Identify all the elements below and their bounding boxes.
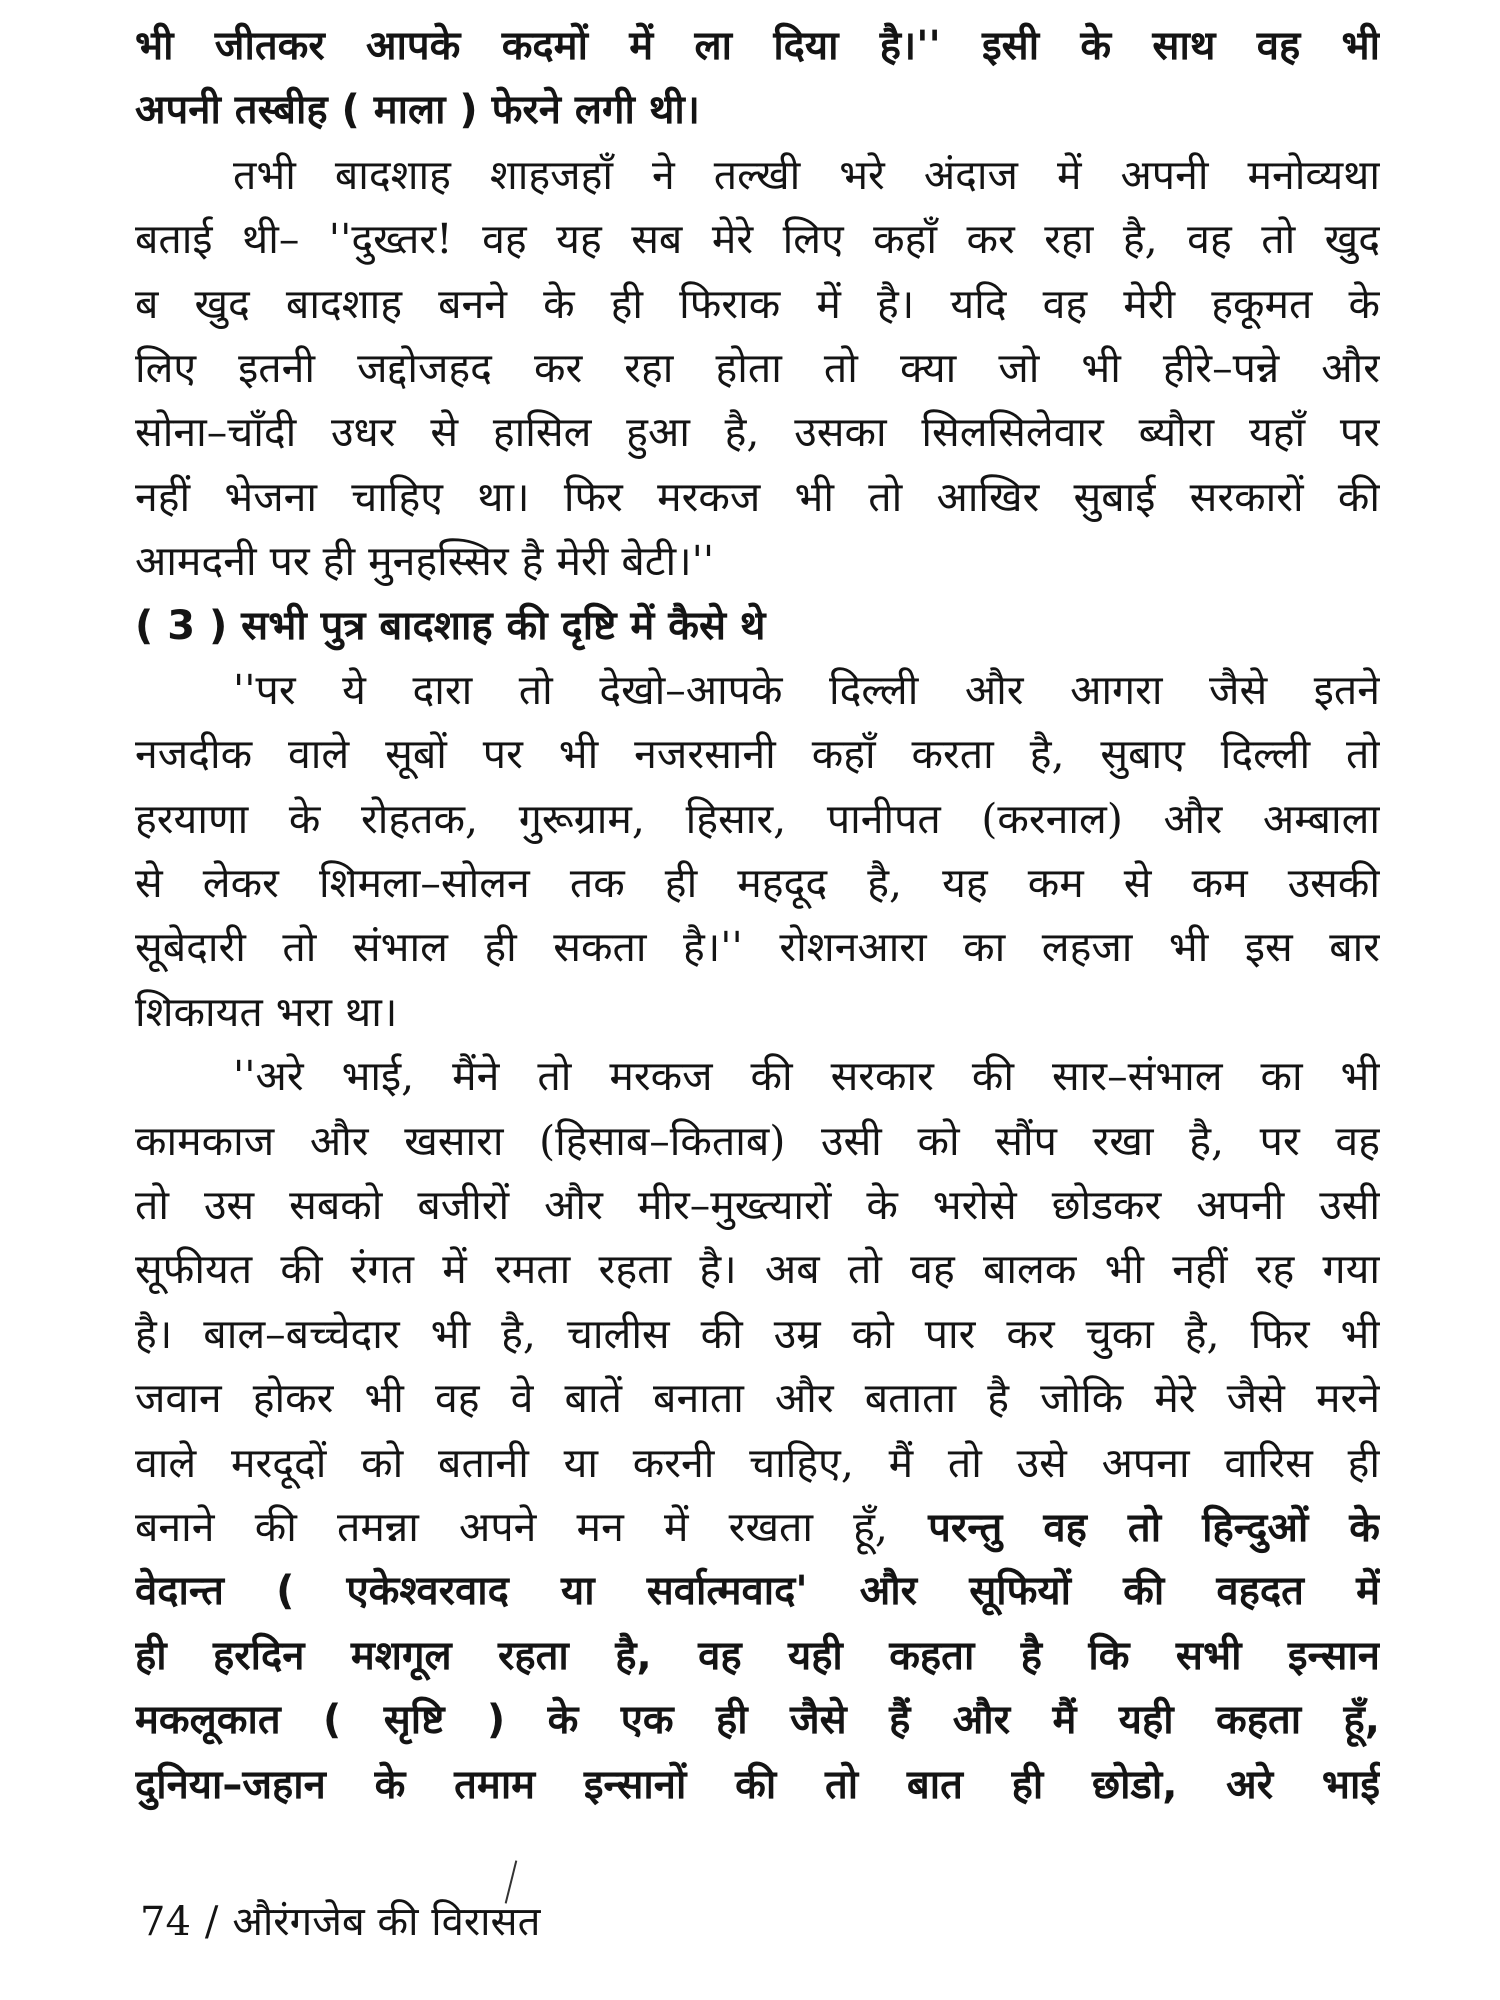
text-line-17: ''अरे भाई, मैंने तो मरकज की सरकार की सार–संभाल का भी — [233, 1052, 1380, 1101]
text-line-6: लिए इतनी जद्दोजहद कर रहा होता तो क्या जो भी हीरे–पन्ने और — [135, 343, 1380, 392]
text-line-19: तो उस सबको बजीरों और मीर–मुख्त्यारों के भरोसे छोडकर अपनी उसी — [135, 1181, 1380, 1230]
text-line-22: जवान होकर भी वह वे बातें बनाता और बताता है जोकि मेरे जैसे मरने — [135, 1374, 1380, 1423]
text-line-7: सोना–चाँदी उधर से हासिल हुआ है, उसका सिलसिलेवार ब्यौरा यहाँ पर — [135, 408, 1380, 457]
text-line-2: अपनी तस्बीह ( माला ) फेरने लगी थी। — [135, 87, 700, 134]
text-line-13: हरयाणा के रोहतक, गुरूग्राम, हिसार, पानीपत (करनाल) और अम्बाला — [135, 794, 1380, 843]
book-page — [135, 14, 1380, 1817]
footer-separator: / — [204, 1899, 219, 1945]
text-line-21: है। बाल–बच्चेदार भी है, चालीस की उम्र को पार कर चुका है, फिर भी — [135, 1309, 1380, 1358]
section-heading: ( 3 ) सभी पुत्र बादशाह की दृष्टि में कैसे थे — [135, 602, 766, 649]
text-line-18: कामकाज और खसारा (हिसाब–किताब) उसी को सौंप रखा है, पर वह — [135, 1116, 1380, 1165]
page-number: 74 — [140, 1899, 191, 1945]
text-line-16: शिकायत भरा था। — [135, 987, 398, 1036]
text-line-11: ''पर ये दारा तो देखो–आपके दिल्ली और आगरा जैसे इतने — [233, 665, 1380, 714]
text-line-9: आमदनी पर ही मुनहस्सिर है मेरी बेटी।'' — [135, 537, 715, 586]
text-line-8: नहीं भेजना चाहिए था। फिर मरकज भी तो आखिर सुबाई सरकारों की — [135, 472, 1380, 521]
text-line-3: तभी बादशाह शाहजहाँ ने तल्खी भरे अंदाज में अपनी मनोव्यथा — [233, 150, 1380, 199]
bold-line-1: वेदान्त ( एकेश्वरवाद या सर्वात्मवाद' और सूफियों की वहदत में — [135, 1568, 1380, 1615]
text-line-15: सूबेदारी तो संभाल ही सकता है।'' रोशनआरा का लहजा भी इस बार — [135, 923, 1380, 972]
text-line-14: से लेकर शिमला–सोलन तक ही महदूद है, यह कम से कम उसकी — [135, 859, 1380, 908]
bold-line-3: मकलूकात ( सृष्टि ) के एक ही जैसे हैं और मैं यही कहता हूँ, — [135, 1697, 1380, 1744]
text-line-24 — [135, 1495, 1380, 1559]
page-footer — [140, 1892, 540, 1952]
mixed-line-bold: परन्तु वह तो हिन्दुओं के — [928, 1504, 1380, 1551]
text-line-23: वाले मरदूदों को बतानी या करनी चाहिए, मैं तो उसे अपना वारिस ही — [135, 1438, 1380, 1487]
text-line-5: ब खुद बादशाह बनने के ही फिराक में है। यदि वह मेरी हकूमत के — [135, 279, 1380, 328]
mixed-line-normal: बनाने की तमन्ना अपने मन में रखता हूँ, — [135, 1502, 888, 1551]
bold-line-4: दुनिया–जहान के तमाम इन्सानों की तो बात ही छोडो, अरे भाई — [135, 1761, 1380, 1808]
bold-line-2: ही हरदिन मशगूल रहता है, वह यही कहता है कि सभी इन्सान — [135, 1632, 1380, 1679]
text-line-4: बताई थी– ''दुख्तर! वह यह सब मेरे लिए कहाँ कर रहा है, वह तो खुद — [135, 215, 1380, 264]
text-line-12: नजदीक वाले सूबों पर भी नजरसानी कहाँ करता है, सुबाए दिल्ली तो — [135, 730, 1380, 779]
text-line-20: सूफीयत की रंगत में रमता रहता है। अब तो वह बालक भी नहीं रह गया — [135, 1245, 1380, 1294]
book-title: औरंगजेब की विरासत — [232, 1899, 541, 1945]
text-line-1: भी जीतकर आपके कदमों में ला दिया है।'' इसी के साथ वह भी — [135, 23, 1380, 69]
